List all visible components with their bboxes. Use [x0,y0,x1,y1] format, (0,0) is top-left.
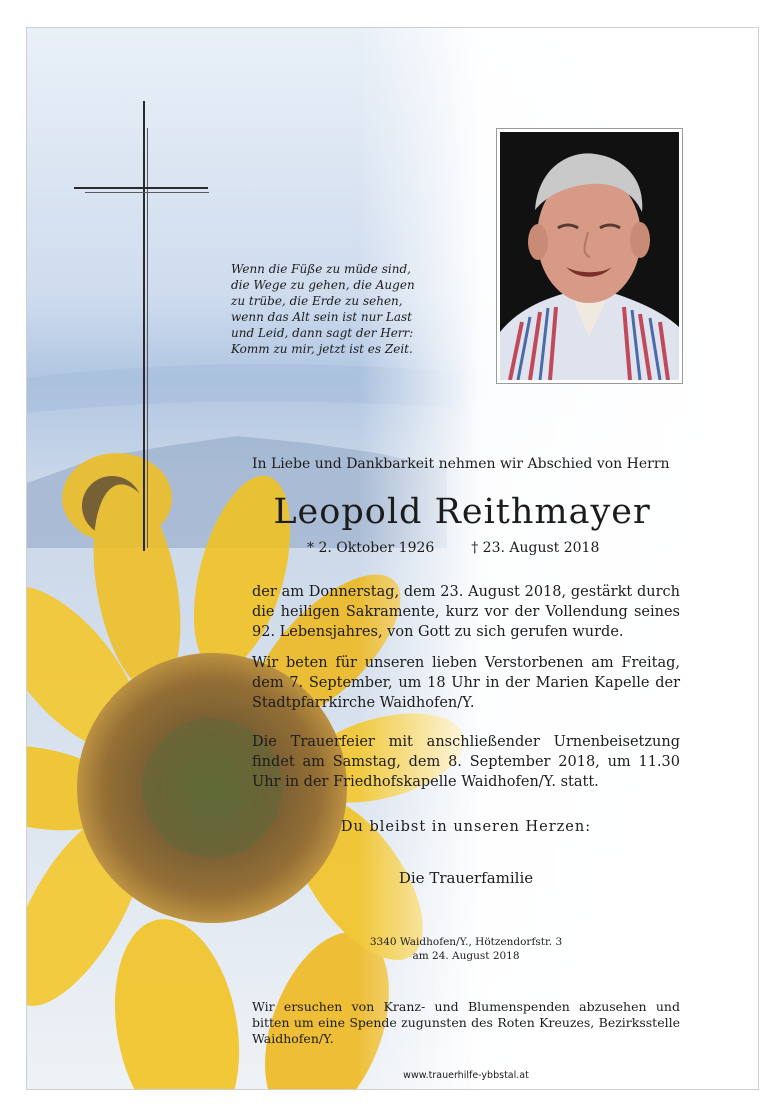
death-cross-icon: † [471,540,479,556]
family-signature: Die Trauerfamilie [398,869,534,887]
poem-line: die Wege zu gehen, die Augen [231,278,415,292]
address-line: 3340 Waidhofen/Y., Hötzendorfstr. 3 [369,936,563,948]
deceased-name: Leopold Reithmayer [273,492,651,532]
address-date: am 24. August 2018 [412,950,520,962]
birth-date: 2. Oktober 1926 [318,540,435,556]
paragraph-death: der am Donnerstag, dem 23. August 2018, gestärkt durch die heiligen Sakramente, kurz vor der Vollendung seines 92. Lebensjahres, von Gott zu sich gerufen wurde. [252,584,680,640]
paragraph-funeral: Die Trauerfeier mit anschließender Urnenbeisetzung findet am Samstag, dem 8. September 2018, um 11.30 Uhr in der Friedhofskapelle Waidhofen/Y. statt. [252,734,680,790]
cross-icon-shadow-vertical [147,128,148,548]
poem [231,261,471,357]
death-date: 23. August 2018 [482,540,600,556]
cross-icon-shadow-horizontal [85,192,209,193]
closing-line: Du bleibst in unseren Herzen: [340,819,592,835]
cross-icon-bar [74,187,208,189]
poem-line: zu trübe, die Erde zu sehen, [231,294,403,308]
website-link[interactable]: www.trauerhilfe-ybbstal.at [403,1070,529,1081]
portrait-image [500,132,679,380]
address-block [252,935,680,963]
poem-line: wenn das Alt sein ist nur Last [231,310,412,324]
obituary-card [26,27,759,1090]
life-dates [307,539,647,557]
donation-request: Wir ersuchen von Kranz- und Blumenspenden abzusehen und bitten um eine Spende zugunsten des Roten Kreuzes, Bezirksstelle Waidhofen/Y. [252,999,680,1046]
poem-line: Wenn die Füße zu müde sind, [231,262,411,276]
birth-icon: * [307,540,314,556]
poem-line: und Leid, dann sagt der Herr: [231,326,414,340]
cross-icon [143,101,145,551]
poem-line: Komm zu mir, jetzt ist es Zeit. [231,342,413,356]
portrait-photo [496,128,683,384]
paragraph-prayer: Wir beten für unseren lieben Verstorbenen am Freitag, dem 7. September, um 18 Uhr in der Marien Kapelle der Stadtpfarrkirche Waidhofen/Y. [252,655,680,711]
intro-text: In Liebe und Dankbarkeit nehmen wir Abschied von Herrn [252,456,670,472]
